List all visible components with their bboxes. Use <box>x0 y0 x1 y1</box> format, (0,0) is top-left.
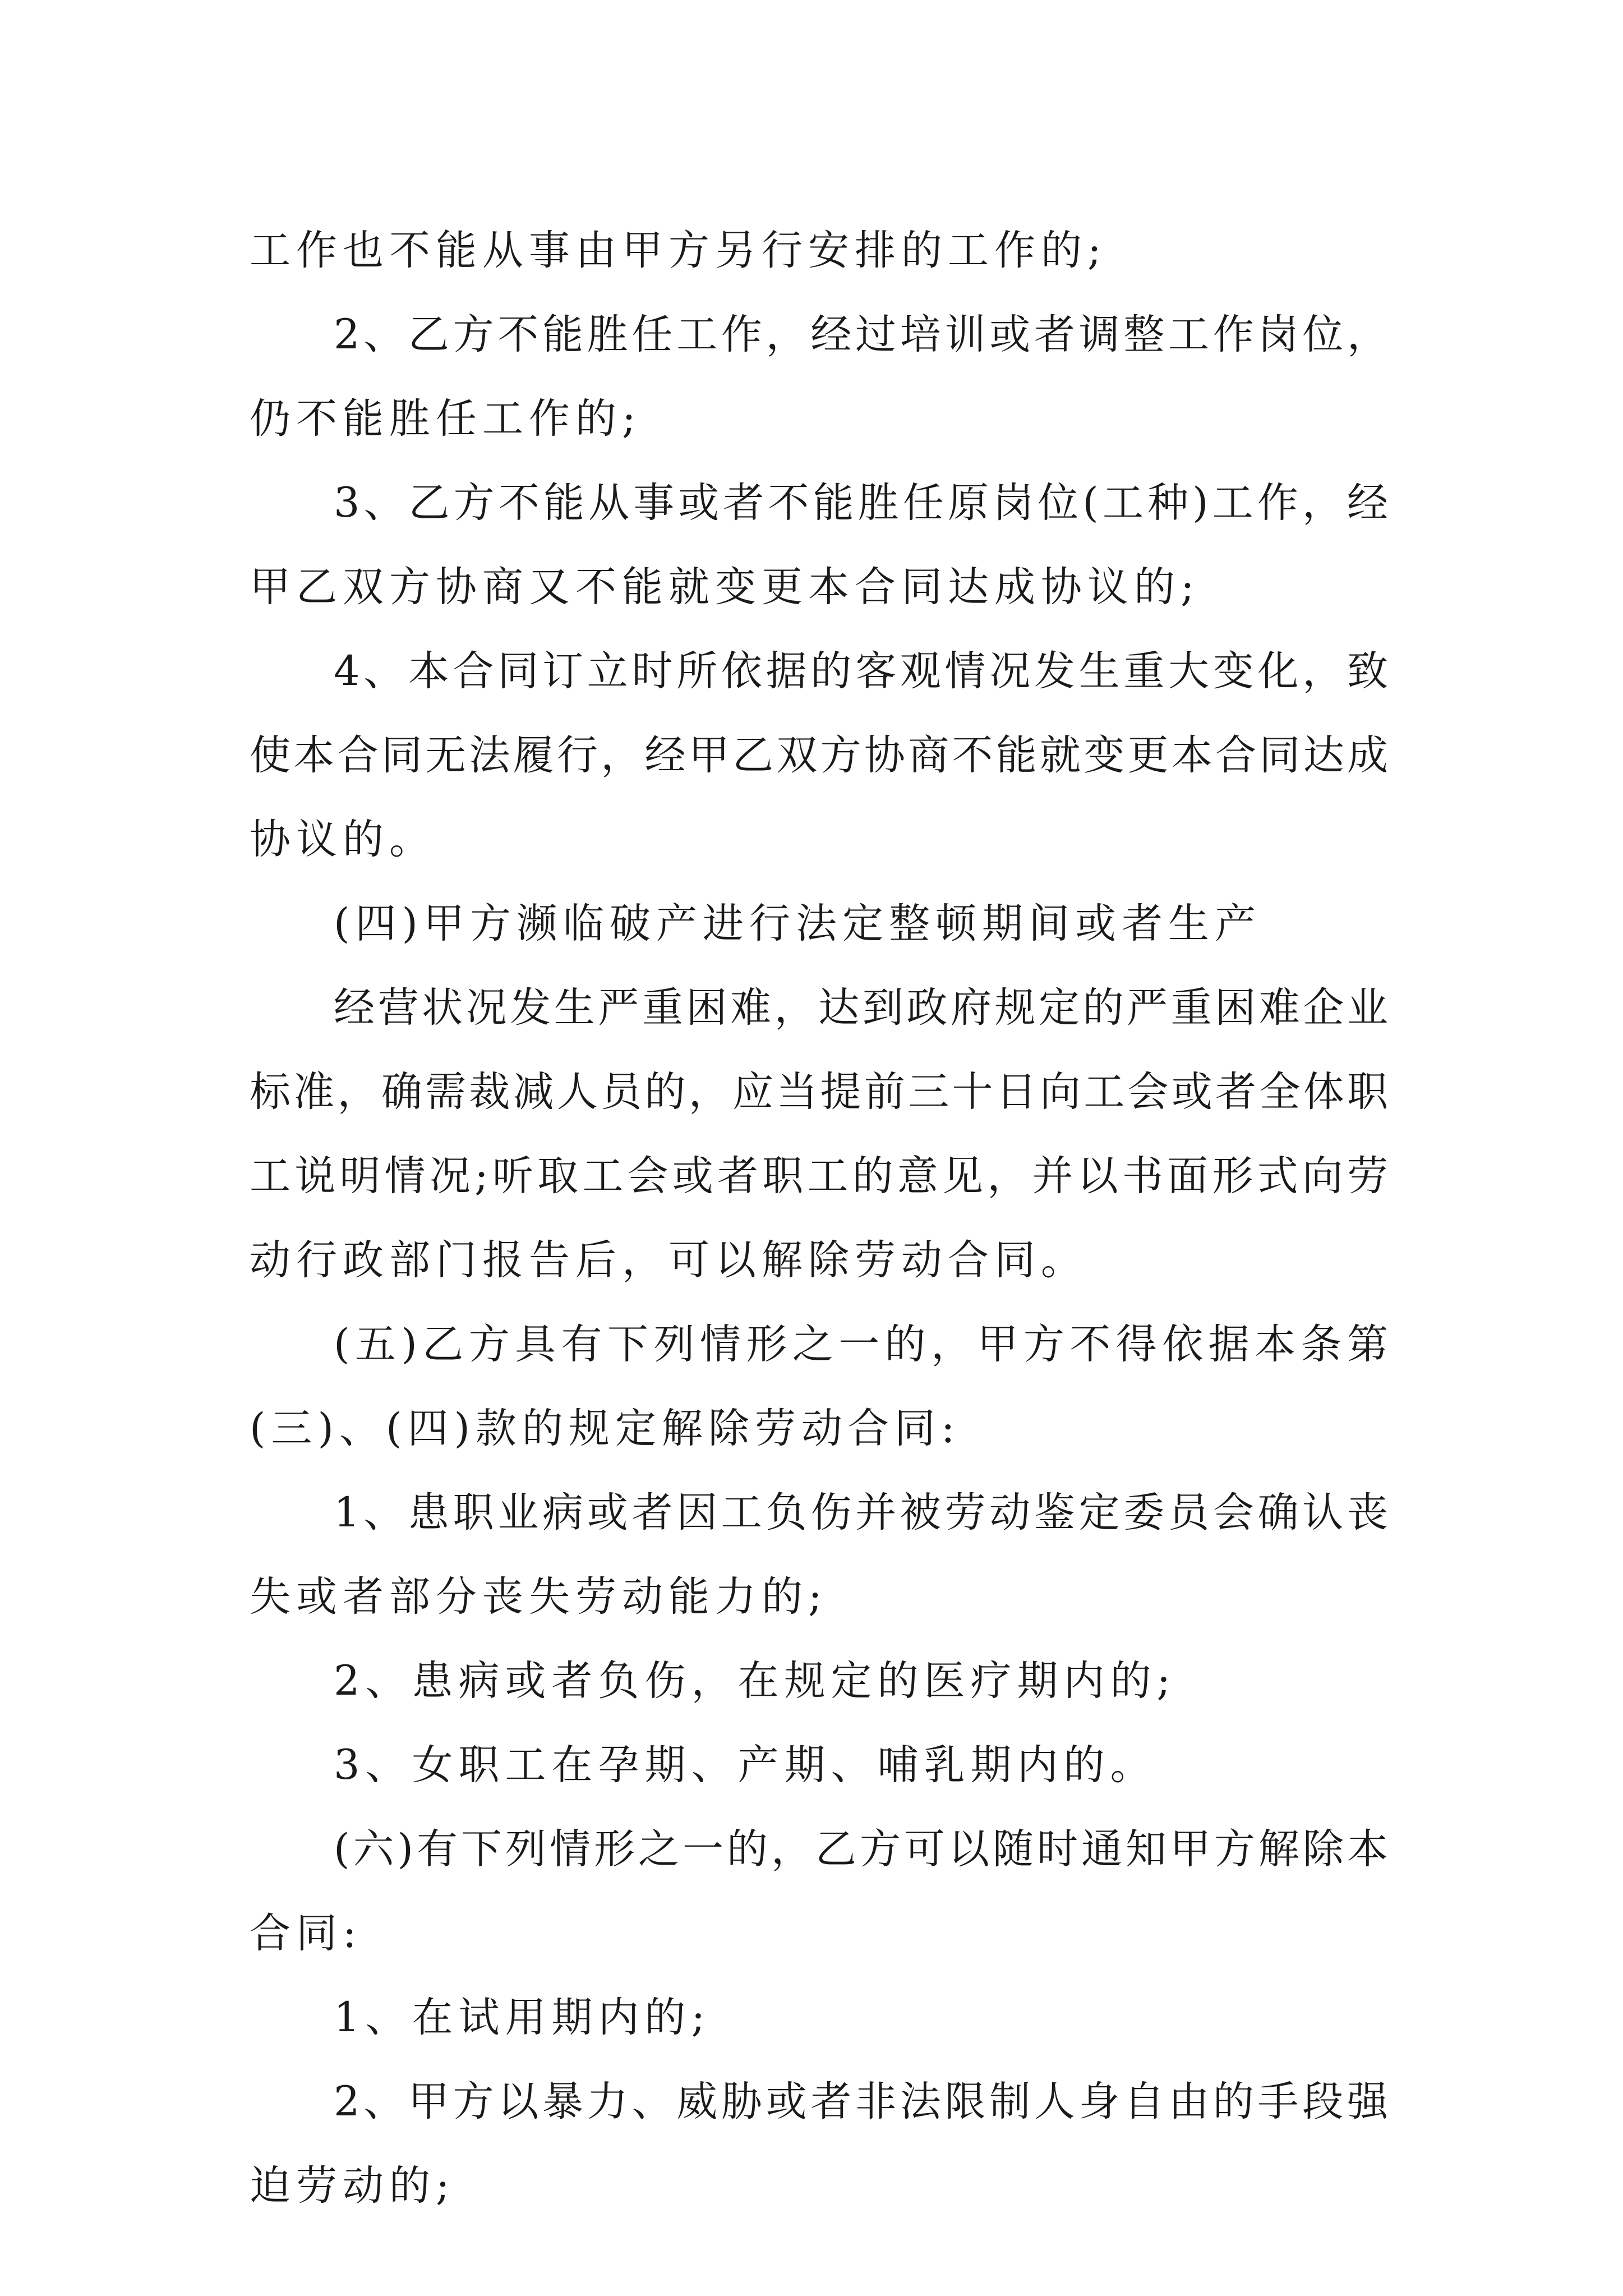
text-line: 4、本合同订立时所依据的客观情况发生重大变化，致 <box>334 647 1388 695</box>
text-line: 仍不能胜任工作的; <box>250 395 642 443</box>
text-line: (五)乙方具有下列情形之一的，甲方不得依据本条第 <box>334 1320 1388 1368</box>
text-line: 合同: <box>250 1910 362 1957</box>
text-line: 甲乙双方协商又不能就变更本合同达成协议的; <box>250 563 1200 611</box>
text-line: 1、在试用期内的; <box>334 1994 711 2041</box>
text-line: 工作也不能从事由甲方另行安排的工作的; <box>250 227 1107 274</box>
text-line: (四)甲方濒临破产进行法定整顿期间或者生产 <box>334 900 1261 947</box>
text-line: 使本合同无法履行，经甲乙双方协商不能就变更本合同达成 <box>250 731 1388 779</box>
text-line: 经营状况发生严重困难，达到政府规定的严重困难企业 <box>334 984 1388 1032</box>
text-line: 迫劳动的; <box>250 2162 455 2210</box>
text-line: 3、乙方不能从事或者不能胜任原岗位(工种)工作，经 <box>334 479 1388 527</box>
text-line: 2、乙方不能胜任工作，经过培训或者调整工作岗位， <box>334 311 1388 358</box>
text-line: 动行政部门报告后，可以解除劳动合同。 <box>250 1236 1087 1284</box>
text-line: 2、患病或者负伤，在规定的医疗期内的; <box>334 1657 1177 1705</box>
text-line: 2、甲方以暴力、威胁或者非法限制人身自由的手段强 <box>334 2078 1388 2125</box>
text-line: 标准，确需裁减人员的，应当提前三十日向工会或者全体职 <box>250 1068 1388 1116</box>
text-line: 1、患职业病或者因工负伤并被劳动鉴定委员会确认丧 <box>334 1489 1388 1536</box>
text-line: 协议的。 <box>250 816 436 863</box>
text-line: (三)、(四)款的规定解除劳动合同: <box>250 1405 961 1452</box>
text-line: 3、女职工在孕期、产期、哺乳期内的。 <box>334 1741 1157 1789</box>
text-line: 失或者部分丧失劳动能力的; <box>250 1573 828 1621</box>
document-body <box>250 209 1388 2228</box>
text-line: (六)有下列情形之一的，乙方可以随时通知甲方解除本 <box>334 1825 1388 1873</box>
text-line: 工说明情况;听取工会或者职工的意见，并以书面形式向劳 <box>250 1152 1388 1200</box>
